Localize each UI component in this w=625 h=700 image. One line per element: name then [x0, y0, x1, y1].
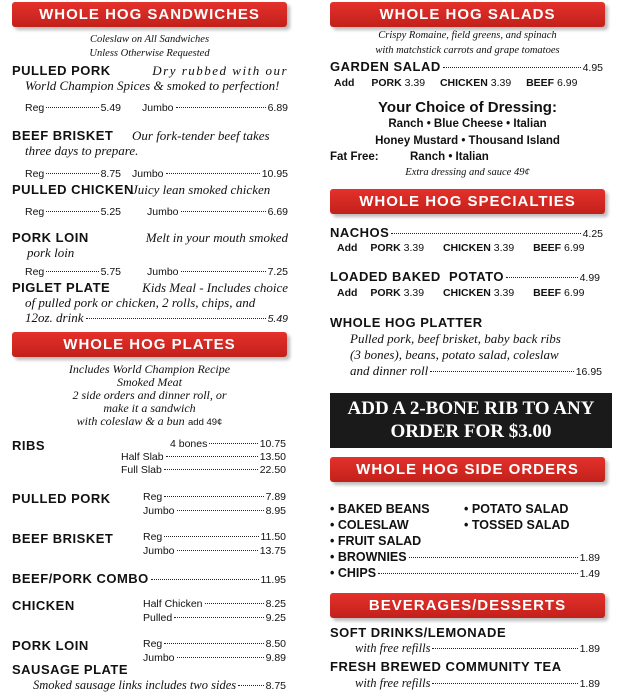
salads-note-1: Crispy Romaine, field greens, and spinach	[378, 30, 557, 41]
side-tossed-salad: • TOSSED SALAD	[464, 518, 570, 532]
specialty-platter-price: 16.95	[575, 366, 602, 378]
sandwich-pulled-chicken-reg	[25, 206, 121, 218]
add-chicken: CHICKEN	[439, 77, 488, 89]
dressing-line-2: Honey Mustard • Thousand Island	[375, 135, 560, 147]
jumbo-label: Jumbo	[147, 206, 179, 218]
plate-ribs-opt-1	[170, 438, 286, 450]
option-price: 10.75	[259, 438, 286, 450]
side-brownies-row	[330, 550, 600, 564]
add-beef-price: 6.99	[564, 242, 585, 254]
plates-note-1: Includes World Champion Recipe	[68, 362, 231, 376]
option-price: 7.89	[265, 491, 286, 503]
side-coleslaw: • COLESLAW	[330, 518, 409, 532]
specialty-platter-name: WHOLE HOG PLATTER	[330, 315, 483, 330]
side-label: TOSSED SALAD	[471, 518, 570, 532]
plate-pulled-pork-name: PULLED PORK	[12, 491, 111, 506]
option-price: 22.50	[259, 464, 286, 476]
add-label: Add	[337, 287, 358, 299]
sandwich-pork-loin-reg	[25, 266, 121, 278]
plate-pork-loin-opt-1	[143, 638, 286, 650]
plates-note-5-text: with coleslaw & a bun	[76, 414, 185, 428]
beverage-tea-row	[355, 676, 600, 691]
jumbo-price: 6.69	[267, 206, 288, 218]
beverage-soft-desc: with free refills	[355, 641, 431, 655]
add-chicken-price: 3.39	[490, 77, 512, 89]
side-chips: • CHIPS	[330, 566, 377, 580]
option-price: 8.95	[265, 505, 286, 517]
side-brownies-price: 1.89	[579, 552, 600, 564]
sandwiches-note-1: Coleslaw on All Sandwiches	[89, 34, 210, 45]
specialty-nachos-name: NACHOS	[330, 225, 390, 240]
sandwich-beef-brisket-reg	[25, 168, 121, 180]
add-label: Add	[337, 242, 358, 254]
salad-garden-price: 4.95	[582, 62, 603, 74]
sandwich-piglet-desc-2: of pulled pork or chicken, 2 rolls, chips, and	[25, 295, 256, 310]
sandwich-pulled-pork-desc-1: Dry rubbed with our	[152, 63, 288, 78]
side-brownies: • BROWNIES	[330, 550, 407, 564]
fatfree-options: Ranch • Italian	[410, 151, 489, 163]
plates-note-5	[12, 414, 287, 429]
add-pork-price: 3.39	[403, 242, 425, 254]
reg-label: Reg	[25, 206, 45, 218]
sandwich-beef-brisket-jumbo	[132, 168, 288, 180]
plate-combo-price: 11.95	[260, 574, 286, 586]
add-chicken-price: 3.39	[493, 242, 515, 254]
add-chicken: CHICKEN	[442, 287, 491, 299]
salads-note-2: with matchstick carrots and grape tomatoes	[375, 45, 560, 56]
beverage-soft-row	[355, 641, 600, 656]
side-label: BROWNIES	[337, 550, 407, 564]
rib-promo-line-2: ORDER FOR $3.00	[390, 421, 552, 442]
sandwich-beef-brisket-name: BEEF BRISKET	[12, 128, 114, 143]
plates-title: WHOLE HOG PLATES	[63, 336, 236, 353]
salads-banner	[330, 2, 605, 27]
option-label: Reg	[143, 531, 163, 543]
jumbo-price: 6.89	[267, 102, 288, 114]
beverage-soft-name: SOFT DRINKS/LEMONADE	[330, 625, 507, 640]
specialty-platter-desc-2: (3 bones), beans, potato salad, coleslaw	[350, 347, 559, 362]
option-price: 8.50	[265, 638, 286, 650]
specialties-title: WHOLE HOG SPECIALTIES	[359, 193, 576, 210]
sandwiches-banner	[12, 2, 287, 27]
dressing-title: Your Choice of Dressing:	[378, 99, 557, 116]
option-price: 13.75	[259, 545, 286, 557]
sandwich-pork-loin-desc-1: Melt in your mouth smoked	[145, 230, 288, 245]
reg-price: 5.25	[100, 206, 121, 218]
dressing-line-1: Ranch • Blue Cheese • Italian	[388, 118, 547, 130]
side-label: FRUIT SALAD	[337, 534, 422, 548]
side-label: BAKED BEANS	[337, 502, 430, 516]
specialty-potato-name: LOADED BAKED POTATO	[330, 269, 504, 284]
plate-sausage-name: SAUSAGE PLATE	[12, 662, 129, 677]
reg-label: Reg	[25, 102, 45, 114]
beverage-tea-desc: with free refills	[355, 676, 431, 690]
side-chips-price: 1.49	[579, 568, 600, 580]
plate-sausage-desc: Smoked sausage links includes two sides	[33, 678, 237, 692]
salad-garden-row	[330, 59, 603, 74]
beverage-tea-price: 1.89	[579, 678, 600, 690]
option-label: Pulled	[143, 612, 173, 624]
jumbo-label: Jumbo	[147, 266, 179, 278]
plate-ribs-opt-3	[121, 464, 286, 476]
reg-label: Reg	[25, 168, 45, 180]
option-price: 9.89	[265, 652, 286, 664]
sandwich-pulled-chicken-jumbo	[147, 206, 288, 218]
sandwich-pork-loin-jumbo	[147, 266, 288, 278]
option-label: Half Chicken	[143, 598, 203, 610]
sandwich-pulled-pork-jumbo	[142, 102, 288, 114]
add-pork: PORK	[370, 242, 401, 254]
add-beef: BEEF	[533, 242, 562, 254]
option-price: 9.25	[265, 612, 286, 624]
plate-ribs-opt-2	[121, 451, 286, 463]
add-label: Add	[334, 77, 355, 89]
option-label: Jumbo	[143, 545, 175, 557]
sandwiches-note-2: Unless Otherwise Requested	[89, 48, 210, 59]
rib-promo-line-1: ADD A 2-BONE RIB TO ANY	[347, 398, 595, 419]
plate-sausage-row	[33, 678, 286, 693]
sandwich-piglet-name: PIGLET PLATE	[12, 280, 111, 295]
sandwich-pulled-pork-desc-2: World Champion Spices & smoked to perfection!	[25, 78, 280, 93]
rib-promo-box	[330, 393, 612, 448]
piglet-desc-3: 12oz. drink	[25, 310, 84, 325]
specialty-platter-price-row	[350, 363, 602, 379]
reg-price: 5.49	[100, 102, 121, 114]
sandwich-piglet-price-row	[25, 310, 288, 326]
add-beef-price: 6.99	[557, 77, 578, 89]
option-label: Jumbo	[143, 505, 175, 517]
sandwich-pulled-pork-reg	[25, 102, 121, 114]
side-baked-beans: • BAKED BEANS	[330, 502, 430, 516]
salad-garden-name: GARDEN SALAD	[330, 59, 441, 74]
beverage-tea-name: FRESH BREWED COMMUNITY TEA	[330, 659, 562, 674]
option-label: 4 bones	[170, 438, 208, 450]
specialty-nachos-row	[330, 225, 603, 240]
side-chips-row	[330, 566, 600, 580]
salad-add-row	[334, 77, 577, 89]
option-label: Half Slab	[121, 451, 164, 463]
sandwich-piglet-desc-1: Kids Meal - Includes choice	[142, 280, 288, 295]
plate-combo-row	[12, 571, 286, 586]
plate-beef-brisket-opt-1	[143, 531, 286, 543]
sandwich-pulled-chicken-desc: Juicy lean smoked chicken	[132, 182, 271, 197]
sides-banner	[330, 457, 605, 482]
plate-chicken-opt-2	[143, 612, 286, 624]
jumbo-price: 10.95	[261, 168, 288, 180]
potato-add-row	[337, 287, 584, 299]
side-fruit-salad: • FRUIT SALAD	[330, 534, 422, 548]
plate-sausage-price: 8.75	[265, 680, 286, 692]
specialty-nachos-price: 4.25	[582, 228, 603, 240]
add-pork: PORK	[371, 77, 402, 89]
add-pork-price: 3.39	[404, 77, 426, 89]
plate-pork-loin-name: PORK LOIN	[12, 638, 89, 653]
sandwich-pulled-pork-name: PULLED PORK	[12, 63, 111, 78]
specialties-banner	[330, 189, 605, 214]
specialty-potato-row	[330, 269, 600, 284]
add-beef: BEEF	[526, 77, 555, 89]
plates-note-2: Smoked Meat	[117, 375, 182, 389]
sandwich-beef-brisket-desc-1: Our fork-tender beef takes	[132, 128, 270, 143]
plate-chicken-name: CHICKEN	[12, 598, 75, 613]
jumbo-price: 7.25	[267, 266, 288, 278]
sandwich-pulled-chicken-name: PULLED CHICKEN	[12, 182, 134, 197]
side-potato-salad: • POTATO SALAD	[464, 502, 569, 516]
jumbo-label: Jumbo	[132, 168, 164, 180]
side-label: CHIPS	[337, 566, 377, 580]
option-label: Jumbo	[143, 652, 175, 664]
plate-pulled-pork-opt-1	[143, 491, 286, 503]
plates-note-5-add: add 49¢	[188, 417, 223, 428]
reg-label: Reg	[25, 266, 45, 278]
reg-price: 5.75	[100, 266, 121, 278]
plates-note-3: 2 side orders and dinner roll, or	[72, 388, 227, 402]
beverages-banner	[330, 593, 605, 618]
specialty-platter-desc-3: and dinner roll	[350, 363, 429, 378]
side-label: COLESLAW	[337, 518, 409, 532]
piglet-price: 5.49	[267, 313, 288, 325]
salads-title: WHOLE HOG SALADS	[379, 6, 556, 23]
add-pork-price: 3.39	[403, 287, 425, 299]
option-label: Reg	[143, 491, 163, 503]
plate-combo-name: BEEF/PORK COMBO	[12, 571, 149, 586]
plate-beef-brisket-opt-2	[143, 545, 286, 557]
option-label: Reg	[143, 638, 163, 650]
option-price: 11.50	[260, 531, 286, 543]
beverage-soft-price: 1.89	[579, 643, 600, 655]
sandwiches-title: WHOLE HOG SANDWICHES	[39, 6, 260, 23]
add-beef-price: 6.99	[564, 287, 585, 299]
sandwich-beef-brisket-desc-2: three days to prepare.	[25, 143, 139, 158]
jumbo-label: Jumbo	[142, 102, 174, 114]
plate-pork-loin-opt-2	[143, 652, 286, 664]
plate-pulled-pork-opt-2	[143, 505, 286, 517]
add-beef: BEEF	[533, 287, 562, 299]
plate-ribs-name: RIBS	[12, 438, 46, 453]
plate-chicken-opt-1	[143, 598, 286, 610]
plate-beef-brisket-name: BEEF BRISKET	[12, 531, 114, 546]
option-price: 13.50	[259, 451, 286, 463]
sandwich-pork-loin-desc-2: pork loin	[27, 245, 75, 260]
specialty-platter-desc-1: Pulled pork, beef brisket, baby back ribs	[350, 331, 561, 346]
fatfree-label: Fat Free:	[330, 151, 379, 163]
specialty-potato-price: 4.99	[579, 272, 600, 284]
plates-note-4: make it a sandwich	[103, 401, 196, 415]
add-chicken-price: 3.39	[493, 287, 515, 299]
add-pork: PORK	[370, 287, 401, 299]
option-label: Full Slab	[121, 464, 162, 476]
plates-banner	[12, 332, 287, 357]
nachos-add-row	[337, 242, 584, 254]
sides-title: WHOLE HOG SIDE ORDERS	[356, 461, 579, 478]
side-label: POTATO SALAD	[471, 502, 569, 516]
beverages-title: BEVERAGES/DESSERTS	[368, 597, 567, 614]
extra-dressing-note: Extra dressing and sauce 49¢	[405, 167, 530, 178]
option-price: 8.25	[265, 598, 286, 610]
add-chicken: CHICKEN	[442, 242, 491, 254]
reg-price: 8.75	[100, 168, 121, 180]
sandwich-pork-loin-name: PORK LOIN	[12, 230, 89, 245]
